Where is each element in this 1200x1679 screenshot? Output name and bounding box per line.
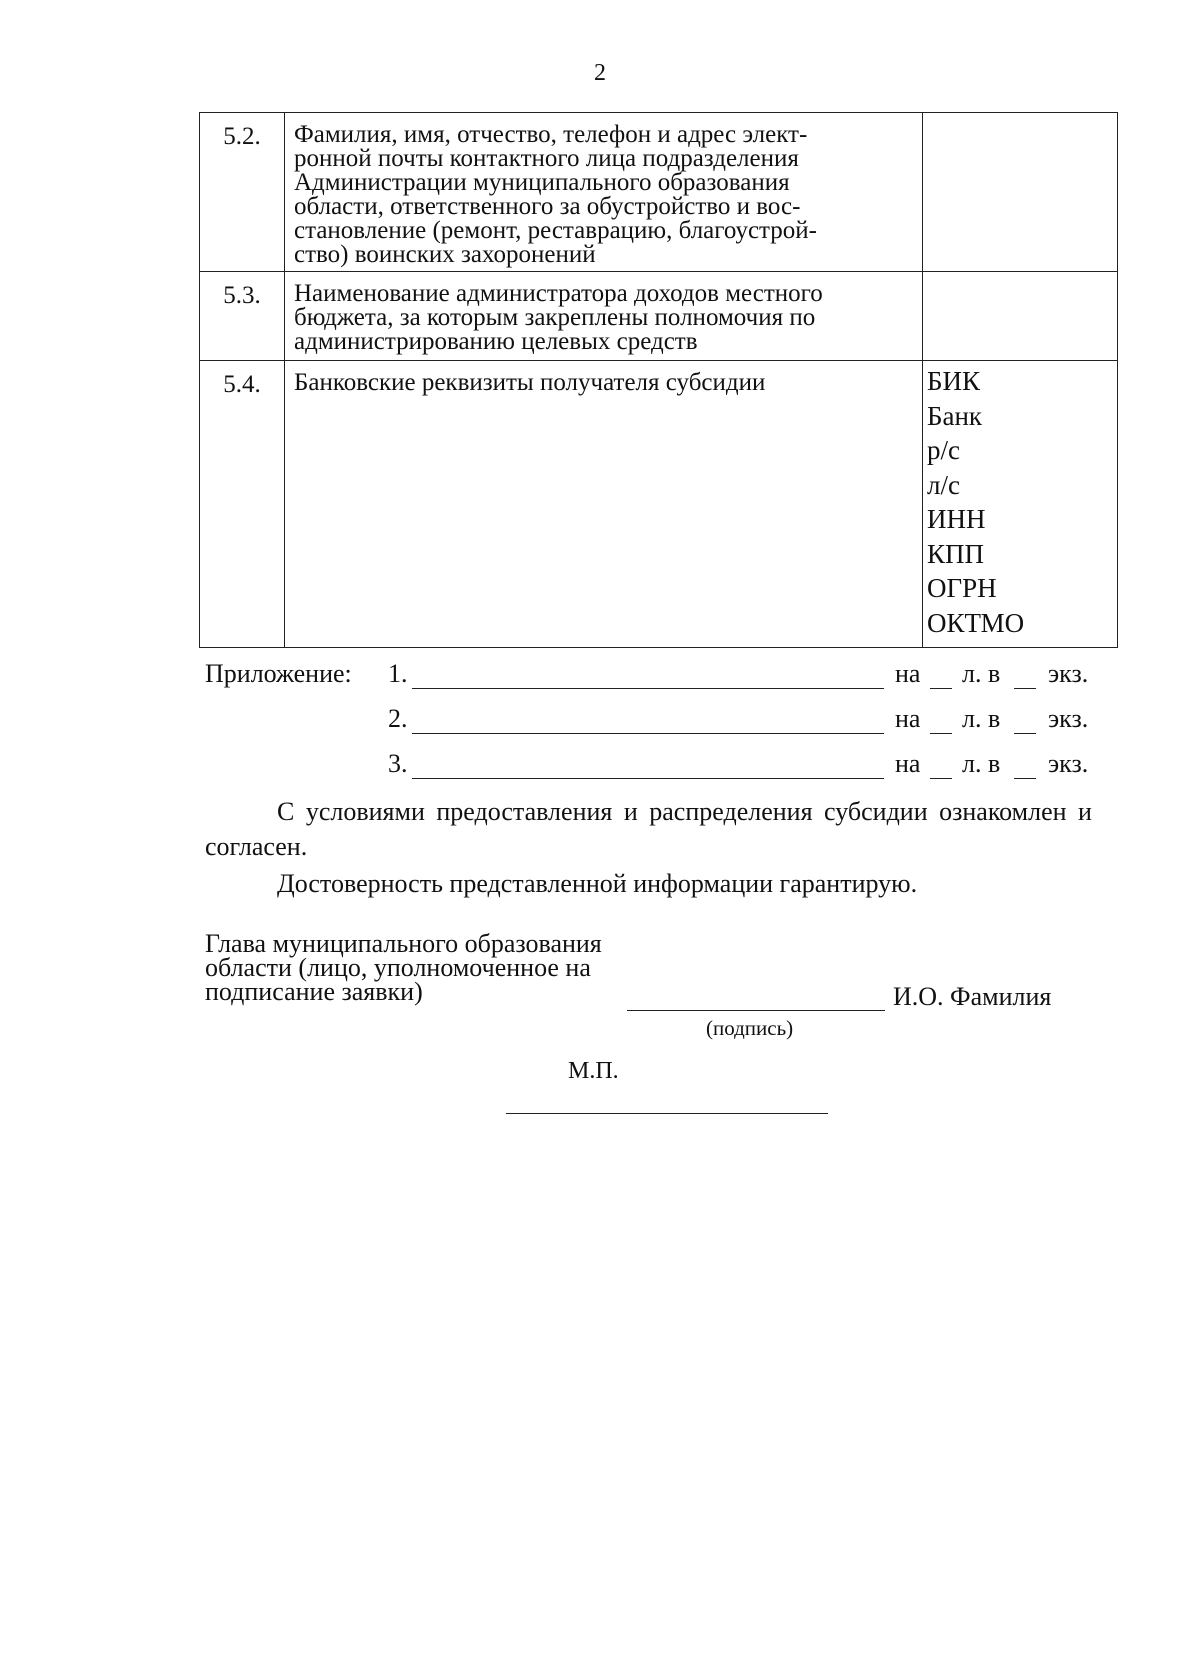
row-number: 5.4. xyxy=(200,361,285,648)
row-description-text: Фамилия, имя, отчество, телефон и адрес элект- ронной почты контактного лица подразделения Администрации муниципального образования области, ответственного за обустройство и вос- становление (ремонт, реставрацию, благоустрой- ство) воинских захоронений xyxy=(294,121,817,268)
attachment-na: на xyxy=(895,749,921,778)
attachment-title-line[interactable] xyxy=(412,733,884,734)
bank-field-bank: Банк xyxy=(927,400,983,431)
signatory-name: И.О. Фамилия xyxy=(893,982,1052,1011)
agreement-text-line1: С условиями предоставления и распределения субсидии ознакомлен и xyxy=(277,797,1092,826)
agreement-text-line2: согласен. xyxy=(205,832,308,861)
attachment-copies-blank[interactable] xyxy=(1014,733,1036,734)
row-description xyxy=(285,361,923,648)
row-value-cell[interactable] xyxy=(923,272,1118,361)
bottom-rule xyxy=(506,1113,828,1114)
attachment-sheets-blank[interactable] xyxy=(930,733,952,734)
bank-fields-cell xyxy=(923,361,1118,648)
table-row xyxy=(200,113,1118,272)
attachment-copies-blank[interactable] xyxy=(1014,778,1036,779)
row-value-cell[interactable] xyxy=(923,113,1118,272)
signature-line[interactable] xyxy=(627,1010,885,1011)
attachment-title-line[interactable] xyxy=(412,778,884,779)
table-row xyxy=(200,272,1118,361)
table-row xyxy=(200,361,1118,648)
bank-field-settlement-account: р/с xyxy=(927,435,960,465)
attachment-sheets-label: л. в xyxy=(962,704,1001,733)
attachment-number: 1. xyxy=(388,659,408,688)
row-number: 5.2. xyxy=(200,113,285,272)
signatory-position: Глава муниципального образования области (лицо, уполномоченное на подписание заявки) xyxy=(205,929,602,1006)
attachment-sheets-blank[interactable] xyxy=(930,688,952,689)
bank-field-ogrn: ОГРН xyxy=(927,573,997,603)
guarantee-text: Достоверность представленной информации гарантирую. xyxy=(277,869,918,898)
row-description-text: Банковские реквизиты получателя субсидии xyxy=(294,369,766,396)
bank-field-kpp: КПП xyxy=(927,538,985,569)
attachment-na: на xyxy=(895,704,921,733)
bank-field-personal-account: л/с xyxy=(927,469,960,500)
attachments-label: Приложение: xyxy=(205,659,352,688)
row-description xyxy=(285,113,923,272)
attachment-title-line[interactable] xyxy=(412,688,884,689)
attachment-copies-blank[interactable] xyxy=(1014,688,1036,689)
attachment-sheets-blank[interactable] xyxy=(930,778,952,779)
page-number: 2 xyxy=(594,60,606,86)
row-description xyxy=(285,272,923,361)
bank-field-bik: БИК xyxy=(927,366,981,396)
requisites-table xyxy=(199,112,1118,648)
row-number: 5.3. xyxy=(200,272,285,361)
bank-field-oktmo: ОКТМО xyxy=(927,607,1025,638)
bank-field-inn: ИНН xyxy=(927,504,986,534)
attachment-sheets-label: л. в xyxy=(962,749,1001,778)
attachment-na: на xyxy=(895,659,921,688)
attachment-copies-label: экз. xyxy=(1048,704,1089,733)
attachment-number: 3. xyxy=(388,749,408,778)
attachment-copies-label: экз. xyxy=(1048,659,1089,688)
stamp-place-label: М.П. xyxy=(568,1058,619,1084)
attachment-sheets-label: л. в xyxy=(962,659,1001,688)
row-description-text: Наименование администратора доходов местного бюджета, за которым закреплены полномочия по администрированию целевых средств xyxy=(294,280,823,355)
attachment-copies-label: экз. xyxy=(1048,749,1089,778)
attachment-number: 2. xyxy=(388,704,408,733)
signature-caption: (подпись) xyxy=(706,1016,794,1040)
